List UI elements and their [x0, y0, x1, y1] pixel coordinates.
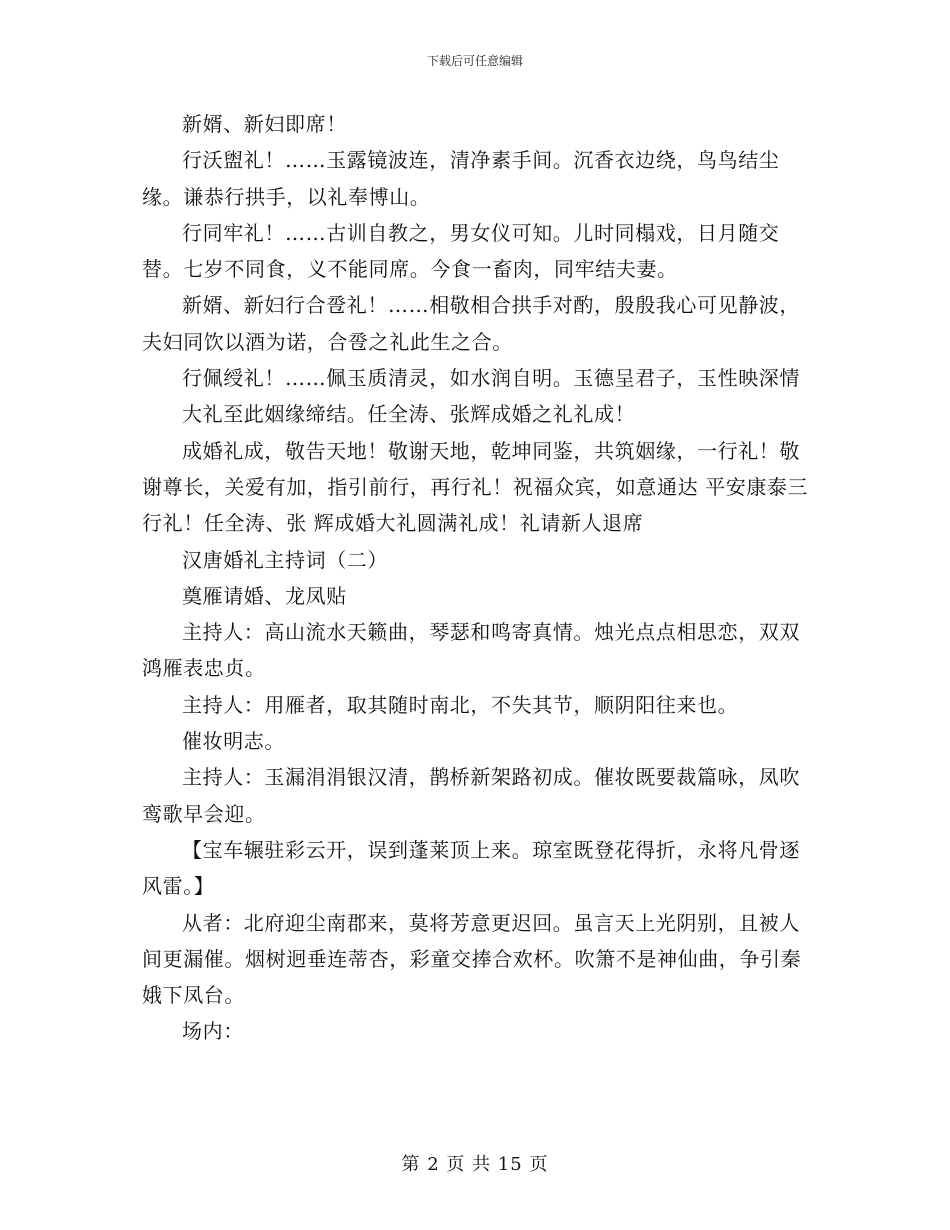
paragraph: 主持人：玉漏涓涓银汉清，鹊桥新架路初成。催妆既要裁篇咏，凤吹鸾歌早会迎。 — [142, 765, 800, 826]
paragraph: 行沃盥礼！……玉露镜波连，清净素手间。沉香衣边绕，鸟鸟结尘缘。谦恭行拱手，以礼奉博山。 — [142, 148, 780, 209]
paragraph: 主持人：高山流水天籁曲，琴瑟和鸣寄真情。烛光点点相思恋，双双鸿雁表忠贞。 — [142, 620, 800, 681]
document-body — [142, 106, 810, 1050]
paragraph: 行佩绶礼！……佩玉质清灵，如水润自明。玉德呈君子，玉性映深情 — [182, 366, 800, 391]
paragraph: 奠雁请婚、龙凤贴 — [182, 583, 347, 608]
paragraph: 场内： — [182, 1019, 244, 1044]
paragraph: 行同牢礼！……古训自教之，男女仪可知。儿时同榻戏，日月随交替。七岁不同食，义不能同席。今食一畜肉，同牢结夫妻。 — [142, 220, 780, 282]
page-header: 下载后可任意编辑 — [426, 54, 523, 68]
paragraph: 催妆明志。 — [182, 729, 285, 754]
paragraph: 大礼至此姻缘缔结。任全涛、张辉成婚之礼礼成！ — [182, 402, 636, 427]
paragraph: 新婿、新妇行合卺礼！……相敬相合拱手对酌，殷殷我心可见静波，夫妇同饮以酒为诺，合卺之礼此生之合。 — [142, 293, 800, 354]
page-number-footer: 第 2 页 共 15 页 — [401, 1154, 549, 1175]
paragraph: 成婚礼成，敬告天地！敬谢天地，乾坤同鉴，共筑姻缘，一行礼！敬谢尊长，关爱有加，指引前行，再行礼！祝福众宾，如意通达 平安康泰三行礼！任全涛、张 辉成婚大礼圆满礼成！礼请新人退席 — [142, 438, 809, 536]
section-heading: 汉唐婚礼主持词（二） — [182, 547, 388, 572]
paragraph: 【宝车辗驻彩云开，误到蓬莱顶上来。琼室既登花得折，永将凡骨逐风雷。】 — [142, 837, 800, 899]
paragraph: 从者：北府迎尘南郡来，莫将芳意更迟回。虽言天上光阴别，且被人间更漏催。烟树迥垂连蒂杏，彩童交捧合欢杯。吹箫不是神仙曲，争引秦娥下凤台。 — [142, 910, 802, 1008]
paragraph: 新婿、新妇即席！ — [182, 112, 347, 136]
paragraph: 主持人：用雁者，取其随时南北，不失其节，顺阴阳往来也。 — [182, 692, 739, 717]
